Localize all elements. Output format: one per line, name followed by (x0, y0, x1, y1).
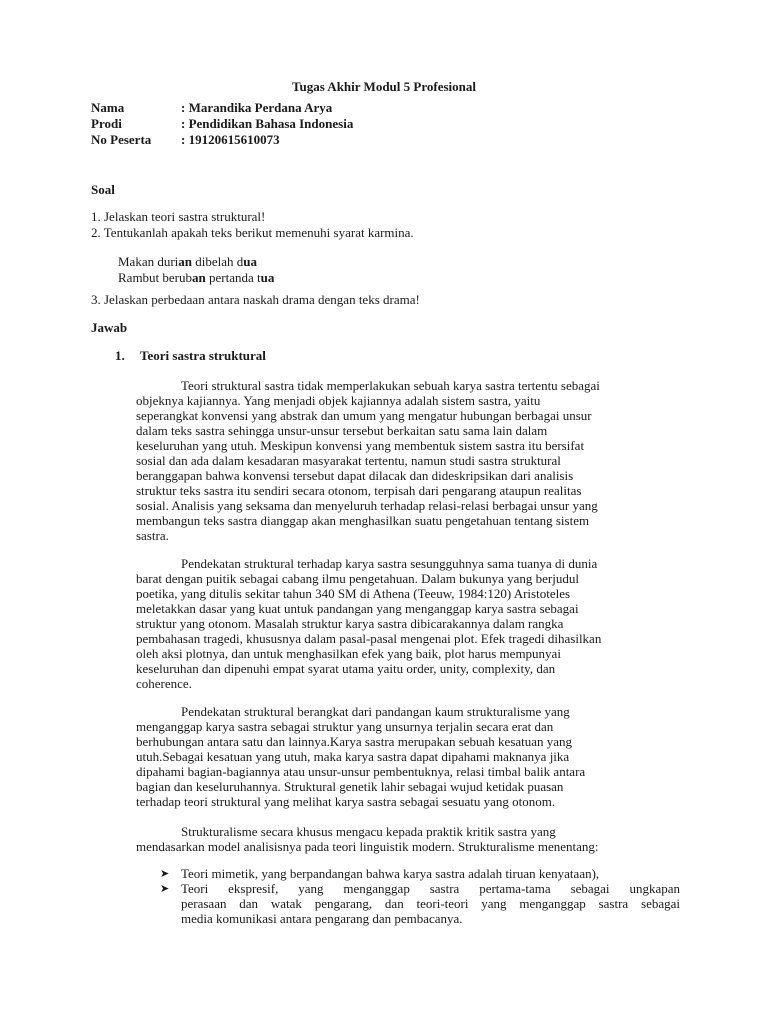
karmina-line-1: Makan durian dibelah dua (118, 254, 258, 269)
bullet-line: Teori mimetik, yang berpandangan bahwa karya sastra adalah tiruan kenyataan), (181, 866, 600, 881)
identity-value: : Pendidikan Bahasa Indonesia (181, 116, 354, 131)
paragraph-line: oleh aksi plotnya, dan untuk menghasilkan efek yang baik, plot harus mempunyai (136, 646, 561, 661)
paragraph-line: Pendekatan struktural terhadap karya sastra sesungguhnya sama tuanya di dunia (181, 556, 598, 571)
identity-row-prodi (91, 116, 353, 131)
paragraph-line: Pendekatan struktural berangkat dari pandangan kaum strukturalisme yang (181, 704, 570, 719)
identity-value: : 19120615610073 (181, 132, 280, 147)
answer-paragraph-3 (136, 704, 675, 809)
soal-heading: Soal (91, 182, 115, 197)
paragraph-line: struktur teks sastra itu sendiri secara otonom, terpisah dari pengarang ataupun realitas (136, 483, 582, 498)
paragraph-line: seperangkat konvensi yang abstrak dan umum yang mengatur hubungan berbagai unsur (136, 408, 592, 423)
paragraph-line: Strukturalisme secara khusus mengacu kepada praktik kritik sastra yang (181, 824, 556, 839)
answer-paragraph-1 (136, 378, 675, 543)
paragraph-line: membangun teks sastra dianggap akan menghasilkan suatu pengetahuan tentang sistem (136, 513, 590, 528)
bullet-list (160, 866, 680, 926)
bullet-line: Teori ekspresif, yang menganggap sastra pertama-tama sebagai ungkapan (181, 881, 680, 896)
paragraph-line: coherence. (136, 676, 192, 691)
question-2: 2. Tentukanlah apakah teks berikut memenuhi syarat karmina. (91, 225, 414, 240)
paragraph-line: objeknya kajiannya. Yang menjadi objek kajiannya adalah sistem sastra, yaitu (136, 393, 541, 408)
paragraph-line: pembahasan tragedi, khususnya dalam pasal-pasal mengenai plot. Efek tragedi dihasilkan (136, 631, 602, 646)
paragraph-line: terhadap teori struktural yang melihat karya sastra sebagai sesuatu yang otonom. (136, 794, 556, 809)
answer-item-number: 1. (115, 348, 125, 363)
identity-value: : Marandika Perdana Arya (181, 100, 333, 115)
paragraph-line: mendasarkan model analisisnya pada teori linguistik modern. Strukturalisme menentang: (136, 839, 599, 854)
paragraph-line: utuh.Sebagai kesatuan yang utuh, maka karya sastra dapat dipahami maknanya jika (136, 749, 570, 764)
paragraph-line: meletakkan dasar yang kuat untuk pandangan yang menganggap karya sastra sebagai (136, 601, 579, 616)
identity-label: Prodi (91, 116, 122, 131)
paragraph-line: dalam teks sastra sehingga unsur-unsur tersebut berkaitan satu sama lain dalam (136, 423, 548, 438)
answer-paragraph-4 (136, 824, 675, 854)
paragraph-line: bagian dan keseluruhannya. Struktural genetik lahir sebagai wujud ketidak puasan (136, 779, 564, 794)
paragraph-line: Teori struktural sastra tidak memperlakukan sebuah karya sastra tertentu sebagai (181, 378, 600, 393)
paragraph-line: beranggapan bahwa konvensi tersebut dapat dilacak dan dideskripsikan dari analisis (136, 468, 574, 483)
identity-row-nama (91, 100, 332, 115)
question-1: 1. Jelaskan teori sastra struktural! (91, 209, 266, 224)
bullet-line: perasaan dan watak pengarang, dan teori-teori yang menganggap sastra sebagai (181, 896, 680, 911)
bullet-item (160, 866, 680, 881)
karmina-line-2: Rambut beruban pertanda tua (118, 270, 275, 285)
paragraph-line: berhubungan antara satu dan lainnya.Karya sastra merupakan sebuah kesatuan yang (136, 734, 573, 749)
paragraph-line: struktur yang otonom. Masalah struktur karya sastra dibicarakannya dalam rangka (136, 616, 564, 631)
paragraph-line: poetika, yang ditulis sekitar tahun 340 SM di Athena (Teeuw, 1984:120) Aristoteles (136, 586, 571, 601)
question-3: 3. Jelaskan perbedaan antara naskah drama dengan teks drama! (91, 292, 420, 307)
document-title: Tugas Akhir Modul 5 Profesional (292, 79, 476, 94)
paragraph-line: sosial dan ada dalam kesadaran masyarakat tertentu, namun studi sastra struktural (136, 453, 561, 468)
identity-row-no-peserta (91, 132, 280, 147)
paragraph-line: keseluruhan dan dipenuhi empat syarat utama yaitu order, unity, complexity, dan (136, 661, 556, 676)
paragraph-line: dipahami bagian-bagiannya atau unsur-unsur pembentuknya, relasi timbal balik antara (136, 764, 586, 779)
arrowhead-bullet-icon: ➤ (160, 867, 170, 880)
arrowhead-bullet-icon: ➤ (160, 882, 170, 895)
identity-label: Nama (91, 100, 125, 115)
paragraph-line: keseluruhan yang utuh. Meskipun konvensi yang membentuk sistem sastra itu bersifat (136, 438, 585, 453)
jawab-heading: Jawab (91, 320, 128, 335)
answer-item-title: Teori sastra struktural (140, 348, 266, 363)
paragraph-line: sosial. Analisis yang seksama dan menyeluruh terhadap relasi-relasi berbagai unsur yang (136, 498, 598, 513)
paragraph-line: menganggap karya sastra sebagai struktur yang unsurnya terjalin secara erat dan (136, 719, 554, 734)
paragraph-line: barat dengan puitik sebagai cabang ilmu pengetahuan. Dalam bukunya yang berjudul (136, 571, 579, 586)
identity-label: No Peserta (91, 132, 152, 147)
bullet-item (160, 881, 680, 926)
answer-paragraph-2 (136, 556, 675, 691)
bullet-line: media komunikasi antara pengarang dan pembacanya. (181, 911, 463, 926)
paragraph-line: sastra. (136, 528, 169, 543)
